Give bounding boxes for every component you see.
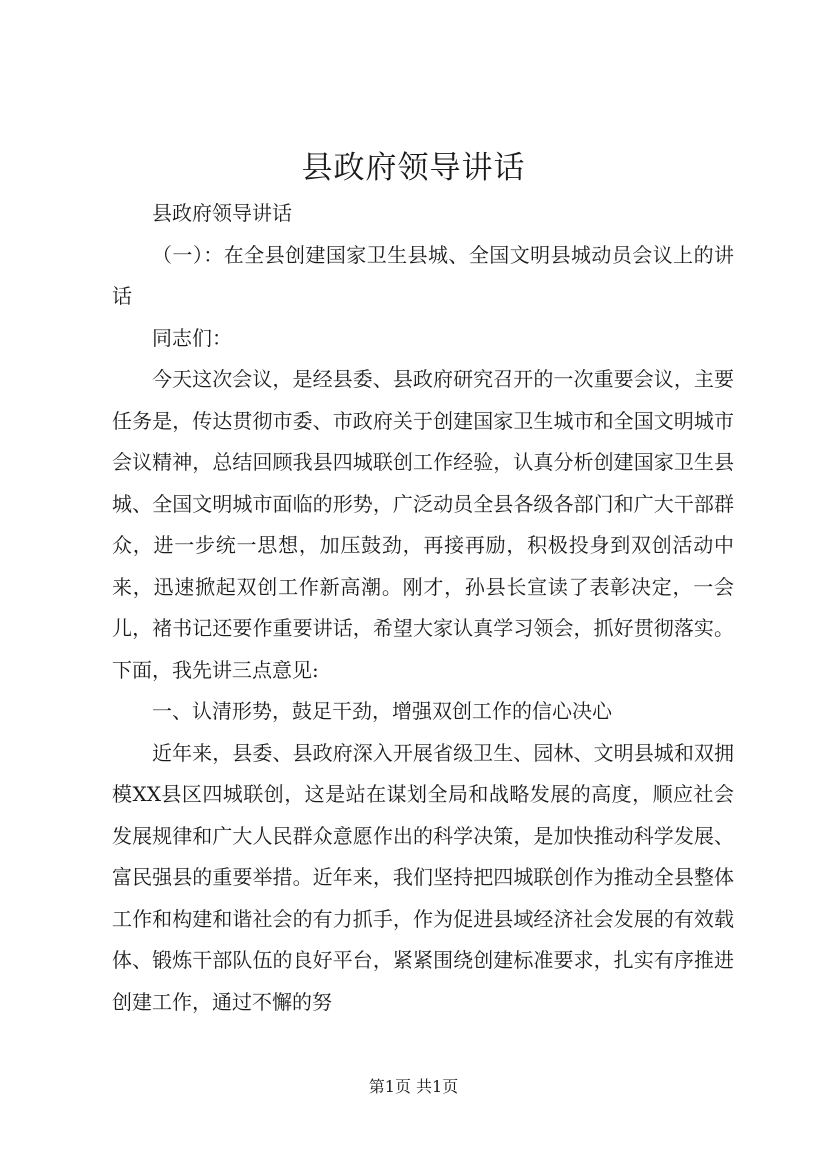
paragraph-point-one-heading: 一、认清形势，鼓足干劲，增强双创工作的信心决心	[152, 699, 612, 723]
paragraph-introduction: 今天这次会议，是经县委、县政府研究召开的一次重要会议，主要任务是，传达贯彻市委、市政府关于创建国家卫生城市和全国文明城市会议精神，总结回顾我县四城联创工作经验，认真分析创建国家卫生县城、全国文明城市面临的形势，广泛动员全县各级各部门和广大干部群众，进一步统一思想，加压鼓劲，再接再励，积极投身到双创活动中来，迅速掀起双创工作新高潮。刚才，孙县长宣读了表彰决定，一会儿，褚书记还要作重要讲话，希望大家认真学习领会，抓好贯彻落实。下面，我先讲三点意见:	[112, 367, 734, 682]
document-body	[112, 193, 734, 1023]
document-title: 县政府领导讲话	[301, 150, 526, 186]
paragraph-section-heading: （一）：在全县创建国家卫生县城、全国文明县城动员会议上的讲话	[112, 242, 734, 308]
paragraph-point-one-body: 近年来，县委、县政府深入开展省级卫生、园林、文明县城和双拥模XX县区四城联创，这是站在谋划全局和战略发展的高度，顺应社会发展规律和广大人民群众意愿作出的科学决策，是加快推动科学发展、富民强县的重要举措。近年来，我们坚持把四城联创作为推动全县整体工作和构建和谐社会的有力抓手，作为促进县域经济社会发展的有效载体、锻炼干部队伍的良好平台，紧紧围绕创建标准要求，扎实有序推进创建工作，通过不懈的努	[112, 740, 734, 1014]
paragraph-salutation: 同志们：	[152, 325, 232, 350]
page-footer: 第1页 共1页	[368, 1077, 459, 1096]
paragraph-subtitle: 县政府领导讲话	[152, 201, 292, 225]
